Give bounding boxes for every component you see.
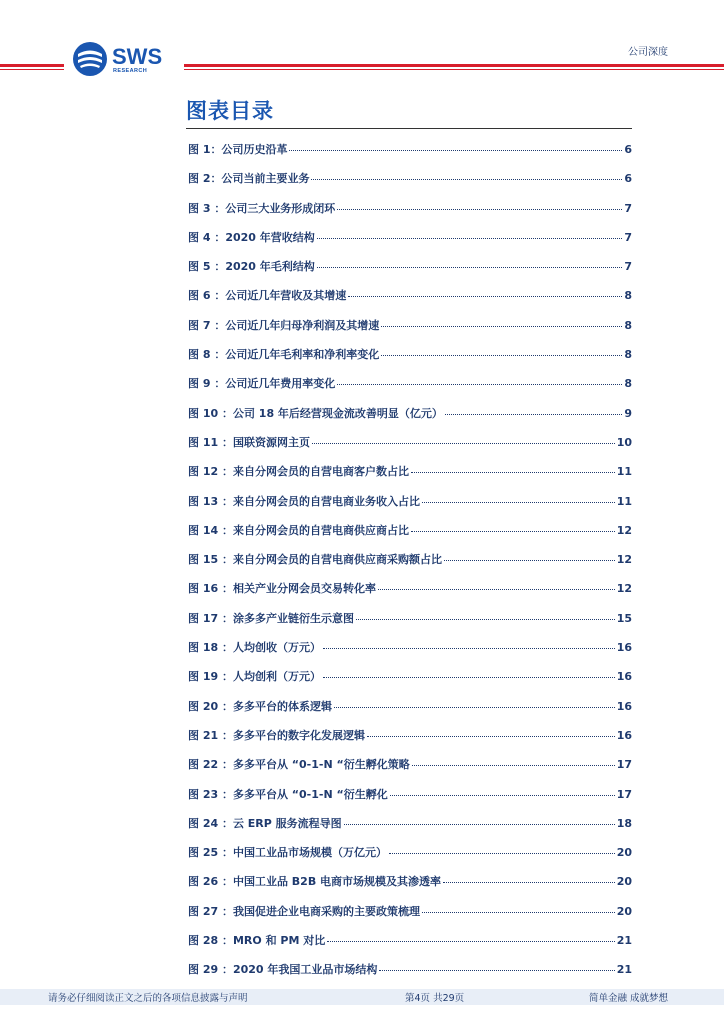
toc-entry-page: 20 [616,846,632,860]
toc-entry-label: 图 7 ：公司近几年归母净利润及其增速 [188,318,380,332]
toc-entry-page: 17 [616,787,632,801]
header-rule-thin [184,69,724,70]
toc-entry[interactable] [188,756,632,785]
toc-entry[interactable] [188,786,632,815]
toc-entry-page: 17 [616,758,632,772]
toc-entry-label: 图 8 ：公司近几年毛利率和净利率变化 [188,348,380,362]
toc-entry[interactable] [188,815,632,844]
figure-list [188,141,632,991]
toc-leader-dots [356,619,615,620]
toc-entry-page: 11 [616,494,632,508]
toc-leader-dots [334,707,615,708]
toc-leader-dots [411,531,615,532]
report-type-tag: 公司深度 [628,47,668,58]
toc-entry-label: 图 15 ：来自分网会员的自营电商供应商采购额占比 [188,553,442,567]
toc-entry[interactable] [188,580,632,609]
toc-entry-label: 图 4 ：2020 年营收结构 [188,230,315,244]
toc-entry[interactable] [188,434,632,463]
toc-entry-page: 20 [616,904,632,918]
toc-title: 图表目录 [186,99,274,123]
toc-entry-label: 图 13 ：来自分网会员的自营电商业务收入占比 [188,494,420,508]
toc-entry[interactable] [188,346,632,375]
toc-leader-dots [348,296,622,297]
toc-entry-page: 21 [616,934,632,948]
toc-entry[interactable] [188,229,632,258]
toc-entry[interactable] [188,698,632,727]
toc-entry[interactable] [188,317,632,346]
toc-entry-page: 6 [624,172,632,186]
toc-entry-label: 图 18 ：人均创收（万元） [188,641,321,655]
header-rule [184,64,724,67]
toc-entry-label: 图 19 ：人均创利（万元） [188,670,321,684]
toc-leader-dots [317,238,623,239]
toc-entry[interactable] [188,961,632,990]
toc-entry-page: 9 [624,406,632,420]
toc-entry[interactable] [188,668,632,697]
toc-entry-page: 6 [624,143,632,156]
toc-leader-dots [445,414,622,415]
toc-entry-page: 12 [616,553,632,567]
toc-leader-dots [327,941,614,942]
toc-leader-dots [337,384,622,385]
toc-entry-page: 15 [616,611,632,625]
toc-entry-label: 图 27 ：我国促进企业电商采购的主要政策梳理 [188,904,420,918]
toc-entry[interactable] [188,903,632,932]
toc-leader-dots [344,824,615,825]
toc-leader-dots [337,209,622,210]
toc-entry-page: 16 [616,699,632,713]
toc-leader-dots [443,882,615,883]
toc-entry[interactable] [188,522,632,551]
toc-entry-label: 图 26 ：中国工业品 B2B 电商市场规模及其渗透率 [188,875,442,889]
toc-leader-dots [411,472,615,473]
toc-leader-dots [381,326,622,327]
toc-entry-page: 11 [616,465,632,479]
toc-entry-page: 8 [624,377,632,391]
toc-entry-page: 10 [616,435,632,449]
toc-leader-dots [444,560,615,561]
toc-entry-label: 图 21 ：多多平台的数字化发展逻辑 [188,728,365,742]
toc-entry-label: 图 16 ：相关产业分网会员交易转化率 [188,582,376,596]
toc-entry[interactable] [188,844,632,873]
toc-entry-page: 20 [616,875,632,889]
toc-entry-page: 7 [624,201,632,215]
footer-disclaimer: 请务必仔细阅读正文之后的各项信息披露与声明 [48,993,248,1004]
toc-entry-page: 16 [616,641,632,655]
toc-leader-dots [412,765,615,766]
toc-entry[interactable] [188,200,632,229]
toc-entry[interactable] [188,551,632,580]
toc-entry-page: 7 [624,260,632,274]
toc-entry[interactable] [188,639,632,668]
toc-entry-page: 12 [616,523,632,537]
toc-entry[interactable] [188,141,632,170]
footer-page-info: 第4页 共29页 [405,993,465,1004]
toc-entry-label: 图 22 ：多多平台从 “0-1-N “衍生孵化策略 [188,758,410,772]
toc-entry-label: 图 20 ：多多平台的体系逻辑 [188,699,332,713]
toc-entry[interactable] [188,287,632,316]
toc-entry[interactable] [188,375,632,404]
toc-entry-page: 18 [616,816,632,830]
toc-entry-label: 图 6 ：公司近几年营收及其增速 [188,289,347,303]
header-rule-left-thin [0,69,64,70]
toc-leader-dots [422,502,615,503]
toc-entry-label: 图 25 ：中国工业品市场规模（万亿元） [188,846,387,860]
toc-leader-dots [289,150,622,151]
toc-leader-dots [312,443,615,444]
toc-entry[interactable] [188,405,632,434]
toc-leader-dots [378,589,615,590]
toc-entry[interactable] [188,463,632,492]
toc-entry-page: 8 [624,289,632,303]
toc-entry-label: 图 28 ：MRO 和 PM 对比 [188,934,326,948]
toc-entry-page: 16 [616,728,632,742]
toc-leader-dots [389,853,615,854]
toc-entry-page: 21 [616,963,632,977]
toc-entry[interactable] [188,873,632,902]
toc-leader-dots [381,355,622,356]
toc-entry-page: 8 [624,318,632,332]
toc-entry[interactable] [188,258,632,287]
toc-entry[interactable] [188,493,632,522]
toc-entry-label: 图 23 ：多多平台从 “0-1-N “衍生孵化 [188,787,388,801]
toc-entry-label: 图 5 ：2020 年毛利结构 [188,260,315,274]
toc-entry-page: 12 [616,582,632,596]
toc-leader-dots [317,267,623,268]
title-divider [186,128,632,129]
toc-entry-label: 图 11 ：国联资源网主页 [188,435,310,449]
toc-entry-label: 图 24 ：云 ERP 服务流程导图 [188,816,342,830]
logo-subtext: RESEARCH [113,68,148,74]
toc-entry-page: 7 [624,230,632,244]
toc-entry-label: 图 1：公司历史沿革 [188,143,288,156]
toc-entry[interactable] [188,610,632,639]
toc-leader-dots [422,912,615,913]
toc-entry-label: 图 14 ：来自分网会员的自营电商供应商占比 [188,523,409,537]
footer-slogan: 简单金融 成就梦想 [588,993,668,1004]
toc-entry[interactable] [188,932,632,961]
sws-logo [72,41,168,77]
header-rule-left [0,64,64,67]
toc-entry[interactable] [188,170,632,199]
toc-leader-dots [367,736,615,737]
sws-logo-icon [72,41,108,77]
toc-leader-dots [323,648,615,649]
toc-entry-label: 图 17 ：涂多多产业链衍生示意图 [188,611,354,625]
toc-entry[interactable] [188,727,632,756]
toc-leader-dots [390,795,615,796]
toc-entry-page: 8 [624,348,632,362]
toc-entry-label: 图 29 ：2020 年我国工业品市场结构 [188,963,378,977]
toc-entry-page: 16 [616,670,632,684]
toc-entry-label: 图 9 ：公司近几年费用率变化 [188,377,336,391]
toc-entry-label: 图 3 ：公司三大业务形成闭环 [188,201,336,215]
toc-entry-label: 图 10 ：公司 18 年后经营现金流改善明显（亿元） [188,406,443,420]
toc-leader-dots [311,179,622,180]
toc-entry-label: 图 12 ：来自分网会员的自营电商客户数占比 [188,465,409,479]
toc-leader-dots [379,970,614,971]
toc-leader-dots [323,677,615,678]
logo-text: SWS [112,44,163,69]
toc-entry-label: 图 2：公司当前主要业务 [188,172,310,186]
